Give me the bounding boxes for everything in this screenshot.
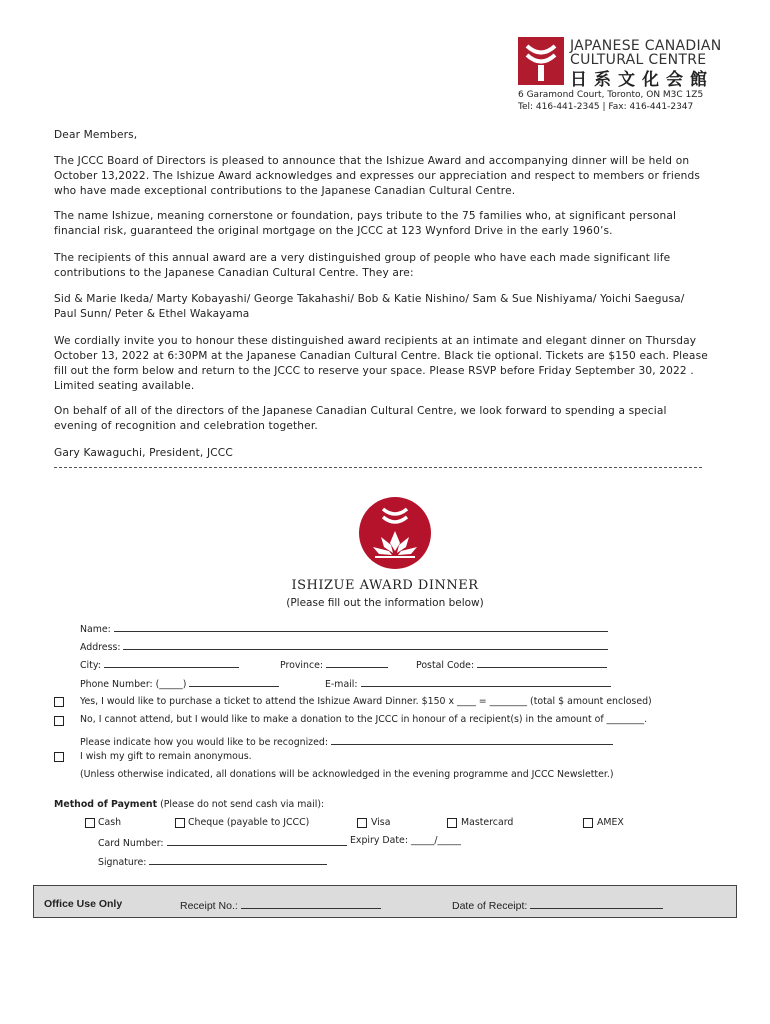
amex-label: AMEX bbox=[597, 817, 624, 828]
paragraph-announcement: The JCCC Board of Directors is pleased to announce that the Ishizue Award and accompanying dinner will be held on October 13,2022. The Ishizue Award acknowledges and expresses our appreciation and respect to members or friends who have made exceptional contributions to the Japanese Canadian Cultural Centre. bbox=[54, 155, 701, 197]
signature-field[interactable] bbox=[98, 854, 327, 868]
province-field[interactable] bbox=[280, 657, 388, 671]
salutation: Dear Members, bbox=[54, 129, 138, 141]
receipt-date-label: Date of Receipt: bbox=[452, 900, 528, 912]
phone-label: Phone Number: (_____) bbox=[80, 679, 187, 690]
paragraph-ishizue-meaning: The name Ishizue, meaning cornerstone or foundation, pays tribute to the 75 families who, at significant personal financial risk, guaranteed the original mortgage on the JCCC at 123 Wynford Drive in the early 1960’s. bbox=[54, 210, 677, 237]
mastercard-checkbox[interactable] bbox=[447, 818, 457, 828]
org-address: 6 Garamond Court, Toronto, ON M3C 1Z5 bbox=[518, 90, 704, 100]
paragraph-closing: On behalf of all of the directors of the Japanese Canadian Cultural Centre, we look forward to spending a special evening of recognition and celebration together. bbox=[54, 405, 667, 432]
paragraph-recipients-intro: The recipients of this annual award are a very distinguished group of people who have each made significant life contributions to the Japanese Canadian Cultural Centre. They are: bbox=[54, 252, 671, 279]
phone-field[interactable] bbox=[80, 676, 279, 690]
province-label: Province: bbox=[280, 660, 324, 671]
address-label: Address: bbox=[80, 642, 121, 653]
org-name-line1: JAPANESE CANADIAN bbox=[570, 38, 722, 54]
name-label: Name: bbox=[80, 624, 111, 635]
jccc-logo-mark bbox=[518, 37, 564, 85]
city-field[interactable] bbox=[80, 657, 239, 671]
acknowledgement-note: (Unless otherwise indicated, all donations will be acknowledged in the evening programme and JCCC Newsletter.) bbox=[80, 769, 614, 780]
ishizue-emblem bbox=[359, 497, 431, 569]
amex-checkbox[interactable] bbox=[583, 818, 593, 828]
payment-method-note: (Please do not send cash via mail): bbox=[157, 799, 325, 810]
visa-checkbox[interactable] bbox=[357, 818, 367, 828]
anonymous-option-text: I wish my gift to remain anonymous. bbox=[80, 751, 252, 762]
name-field[interactable] bbox=[80, 621, 608, 635]
receipt-number-label: Receipt No.: bbox=[180, 900, 238, 912]
receipt-date-field[interactable] bbox=[452, 898, 663, 912]
mastercard-label: Mastercard bbox=[461, 817, 514, 828]
payment-method-label: Method of Payment bbox=[54, 799, 158, 810]
email-label: E-mail: bbox=[325, 679, 358, 690]
paragraph-invitation: We cordially invite you to honour these distinguished award recipients at an intimate and elegant dinner on Thursday October 13, 2022 at 6:30PM at the Japanese Canadian Cultural Centre. Black tie optional. Tickets are $150 each. Please fill out the form below and return to the JCCC to reserve your space. Please RSVP before Friday September 30, 2022 . Limited seating available. bbox=[54, 335, 708, 392]
address-field[interactable] bbox=[80, 639, 608, 653]
form-title: ISHIZUE AWARD DINNER bbox=[291, 578, 479, 593]
receipt-number-field[interactable] bbox=[180, 898, 381, 912]
cheque-checkbox[interactable] bbox=[175, 818, 185, 828]
attend-option-text: Yes, I would like to purchase a ticket to attend the Ishizue Award Dinner. $150 x ____ = ________ (total $ amount enclosed) bbox=[80, 696, 652, 707]
card-number-label: Card Number: bbox=[98, 838, 164, 849]
signature-label: Signature: bbox=[98, 857, 147, 868]
paragraph-recipients-list: Sid & Marie Ikeda/ Marty Kobayashi/ George Takahashi/ Bob & Katie Nishino/ Sam & Sue Nishiyama/ Yoichi Saegusa/ Paul Sunn/ Peter & Ethel Wakayama bbox=[54, 293, 685, 320]
anonymous-checkbox[interactable] bbox=[54, 752, 64, 762]
signoff: Gary Kawaguchi, President, JCCC bbox=[54, 447, 233, 459]
postal-code-label: Postal Code: bbox=[416, 660, 475, 671]
email-field[interactable] bbox=[325, 676, 611, 690]
payment-method-heading bbox=[54, 799, 324, 810]
org-contact: Tel: 416-441-2345 | Fax: 416-441-2347 bbox=[518, 102, 694, 112]
form-subtitle: (Please fill out the information below) bbox=[286, 597, 484, 609]
card-number-field[interactable] bbox=[98, 835, 347, 849]
org-name-line2: CULTURAL CENTRE bbox=[570, 52, 707, 68]
org-name-kanji: 日系文化会館 bbox=[570, 70, 714, 90]
cash-label: Cash bbox=[98, 817, 122, 828]
cheque-label: Cheque (payable to JCCC) bbox=[188, 817, 310, 828]
visa-label: Visa bbox=[371, 817, 391, 828]
recognition-label: Please indicate how you would like to be recognized: bbox=[80, 737, 328, 748]
recognition-field[interactable] bbox=[80, 734, 613, 748]
attend-checkbox[interactable] bbox=[54, 697, 64, 707]
postal-code-field[interactable] bbox=[416, 657, 607, 671]
jccc-logo-icon bbox=[518, 37, 564, 85]
cash-checkbox[interactable] bbox=[85, 818, 95, 828]
ishizue-emblem-icon bbox=[359, 497, 431, 569]
city-label: City: bbox=[80, 660, 101, 671]
donate-option-text: No, I cannot attend, but I would like to make a donation to the JCCC in honour of a recipient(s) in the amount of ________. bbox=[80, 714, 648, 725]
office-use-heading: Office Use Only bbox=[44, 898, 123, 910]
donate-checkbox[interactable] bbox=[54, 716, 64, 726]
cut-line-divider bbox=[54, 467, 702, 468]
expiry-date-field[interactable]: Expiry Date: _____/_____ bbox=[350, 835, 461, 846]
